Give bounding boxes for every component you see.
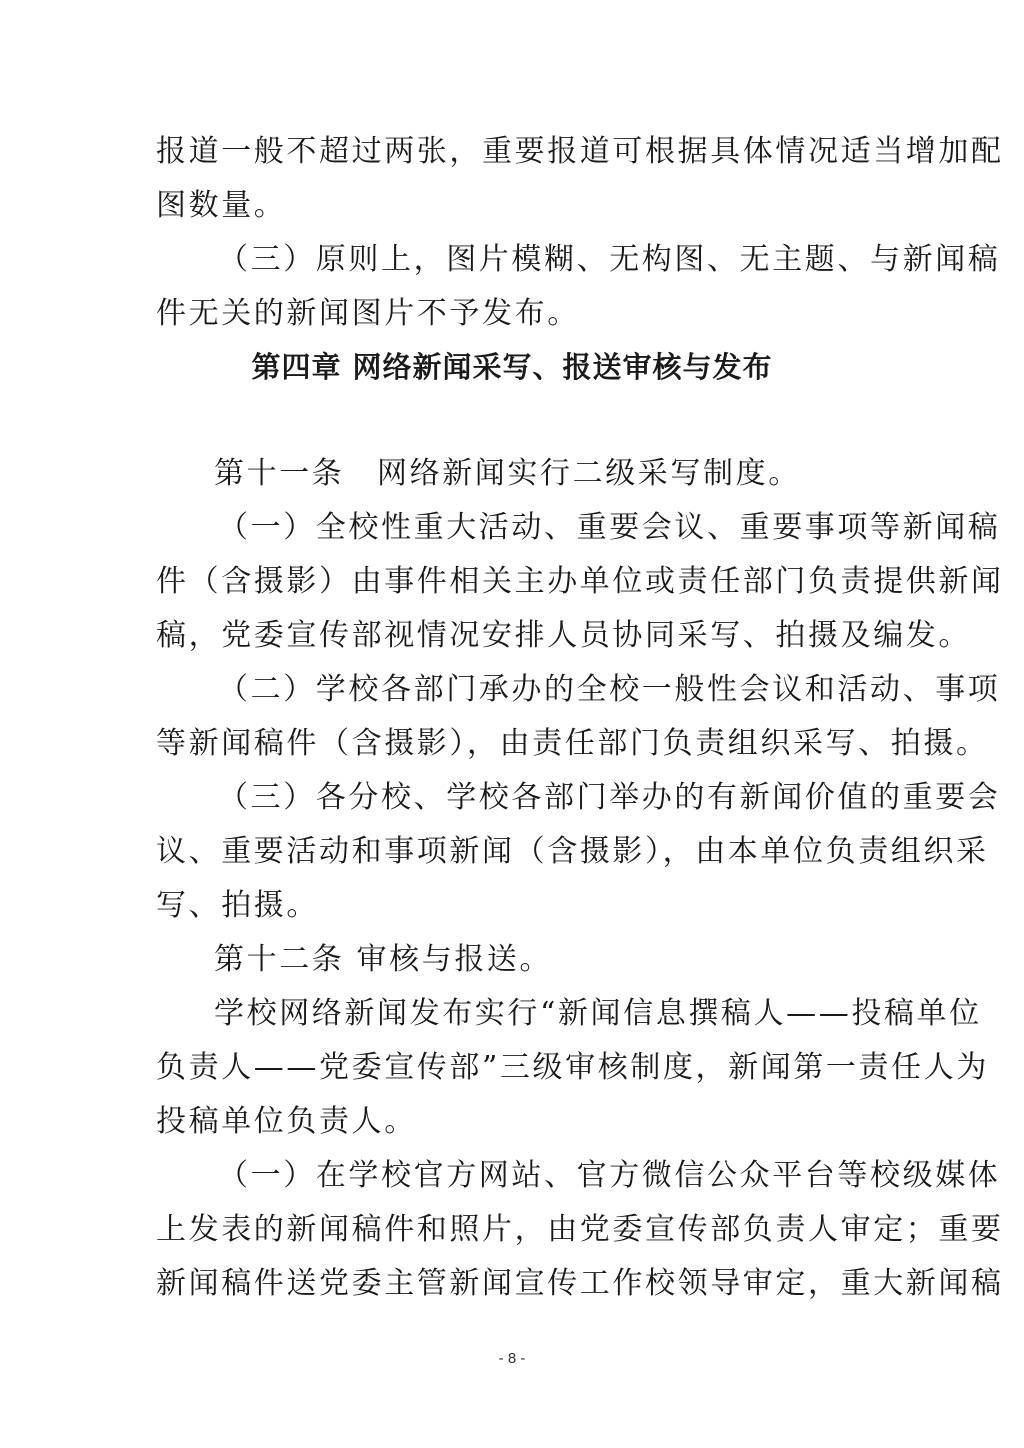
- article-heading: 第十一条 网络新闻实行二级采写制度。: [214, 456, 801, 491]
- paragraph-line: 稿，党委宣传部视情况安排人员协同采写、拍摄及编发。: [156, 618, 971, 653]
- paragraph-line: 投稿单位负责人。: [156, 1104, 417, 1139]
- paragraph-line: 图数量。: [156, 188, 287, 223]
- paragraph-line: 学校网络新闻发布实行“新闻信息撰稿人——投稿单位: [214, 996, 982, 1031]
- paragraph-line: （三）原则上，图片模糊、无构图、无主题、与新闻稿: [218, 242, 1001, 277]
- paragraph-line: 负责人——党委宣传部”三级审核制度，新闻第一责任人为: [156, 1050, 989, 1085]
- paragraph-line: （一）在学校官方网站、官方微信公众平台等校级媒体: [218, 1158, 1001, 1193]
- paragraph-line: 上发表的新闻稿件和照片，由党委宣传部负责人审定；重要: [156, 1212, 1004, 1247]
- paragraph-line: （三）各分校、学校各部门举办的有新闻价值的重要会: [218, 780, 1001, 815]
- paragraph-line: （二）学校各部门承办的全校一般性会议和活动、事项: [218, 672, 1001, 707]
- paragraph-line: 议、重要活动和事项新闻（含摄影），由本单位负责组织采: [156, 834, 989, 869]
- paragraph-line: 件（含摄影）由事件相关主办单位或责任部门负责提供新闻: [156, 564, 1004, 599]
- paragraph-line: 件无关的新闻图片不予发布。: [156, 296, 580, 331]
- page-number: - 8 -: [498, 1350, 526, 1367]
- paragraph-line: 等新闻稿件（含摄影），由责任部门负责组织采写、拍摄。: [156, 726, 989, 761]
- article-heading: 第十二条 审核与报送。: [214, 942, 553, 977]
- paragraph-line: 新闻稿件送党委主管新闻宣传工作校领导审定，重大新闻稿: [156, 1266, 1004, 1301]
- chapter-heading: 第四章 网络新闻采写、报送审核与发布: [251, 350, 773, 384]
- paragraph-line: （一）全校性重大活动、重要会议、重要事项等新闻稿: [218, 510, 1001, 545]
- paragraph-line: 写、拍摄。: [156, 888, 319, 923]
- paragraph-line: 报道一般不超过两张，重要报道可根据具体情况适当增加配: [156, 134, 1004, 169]
